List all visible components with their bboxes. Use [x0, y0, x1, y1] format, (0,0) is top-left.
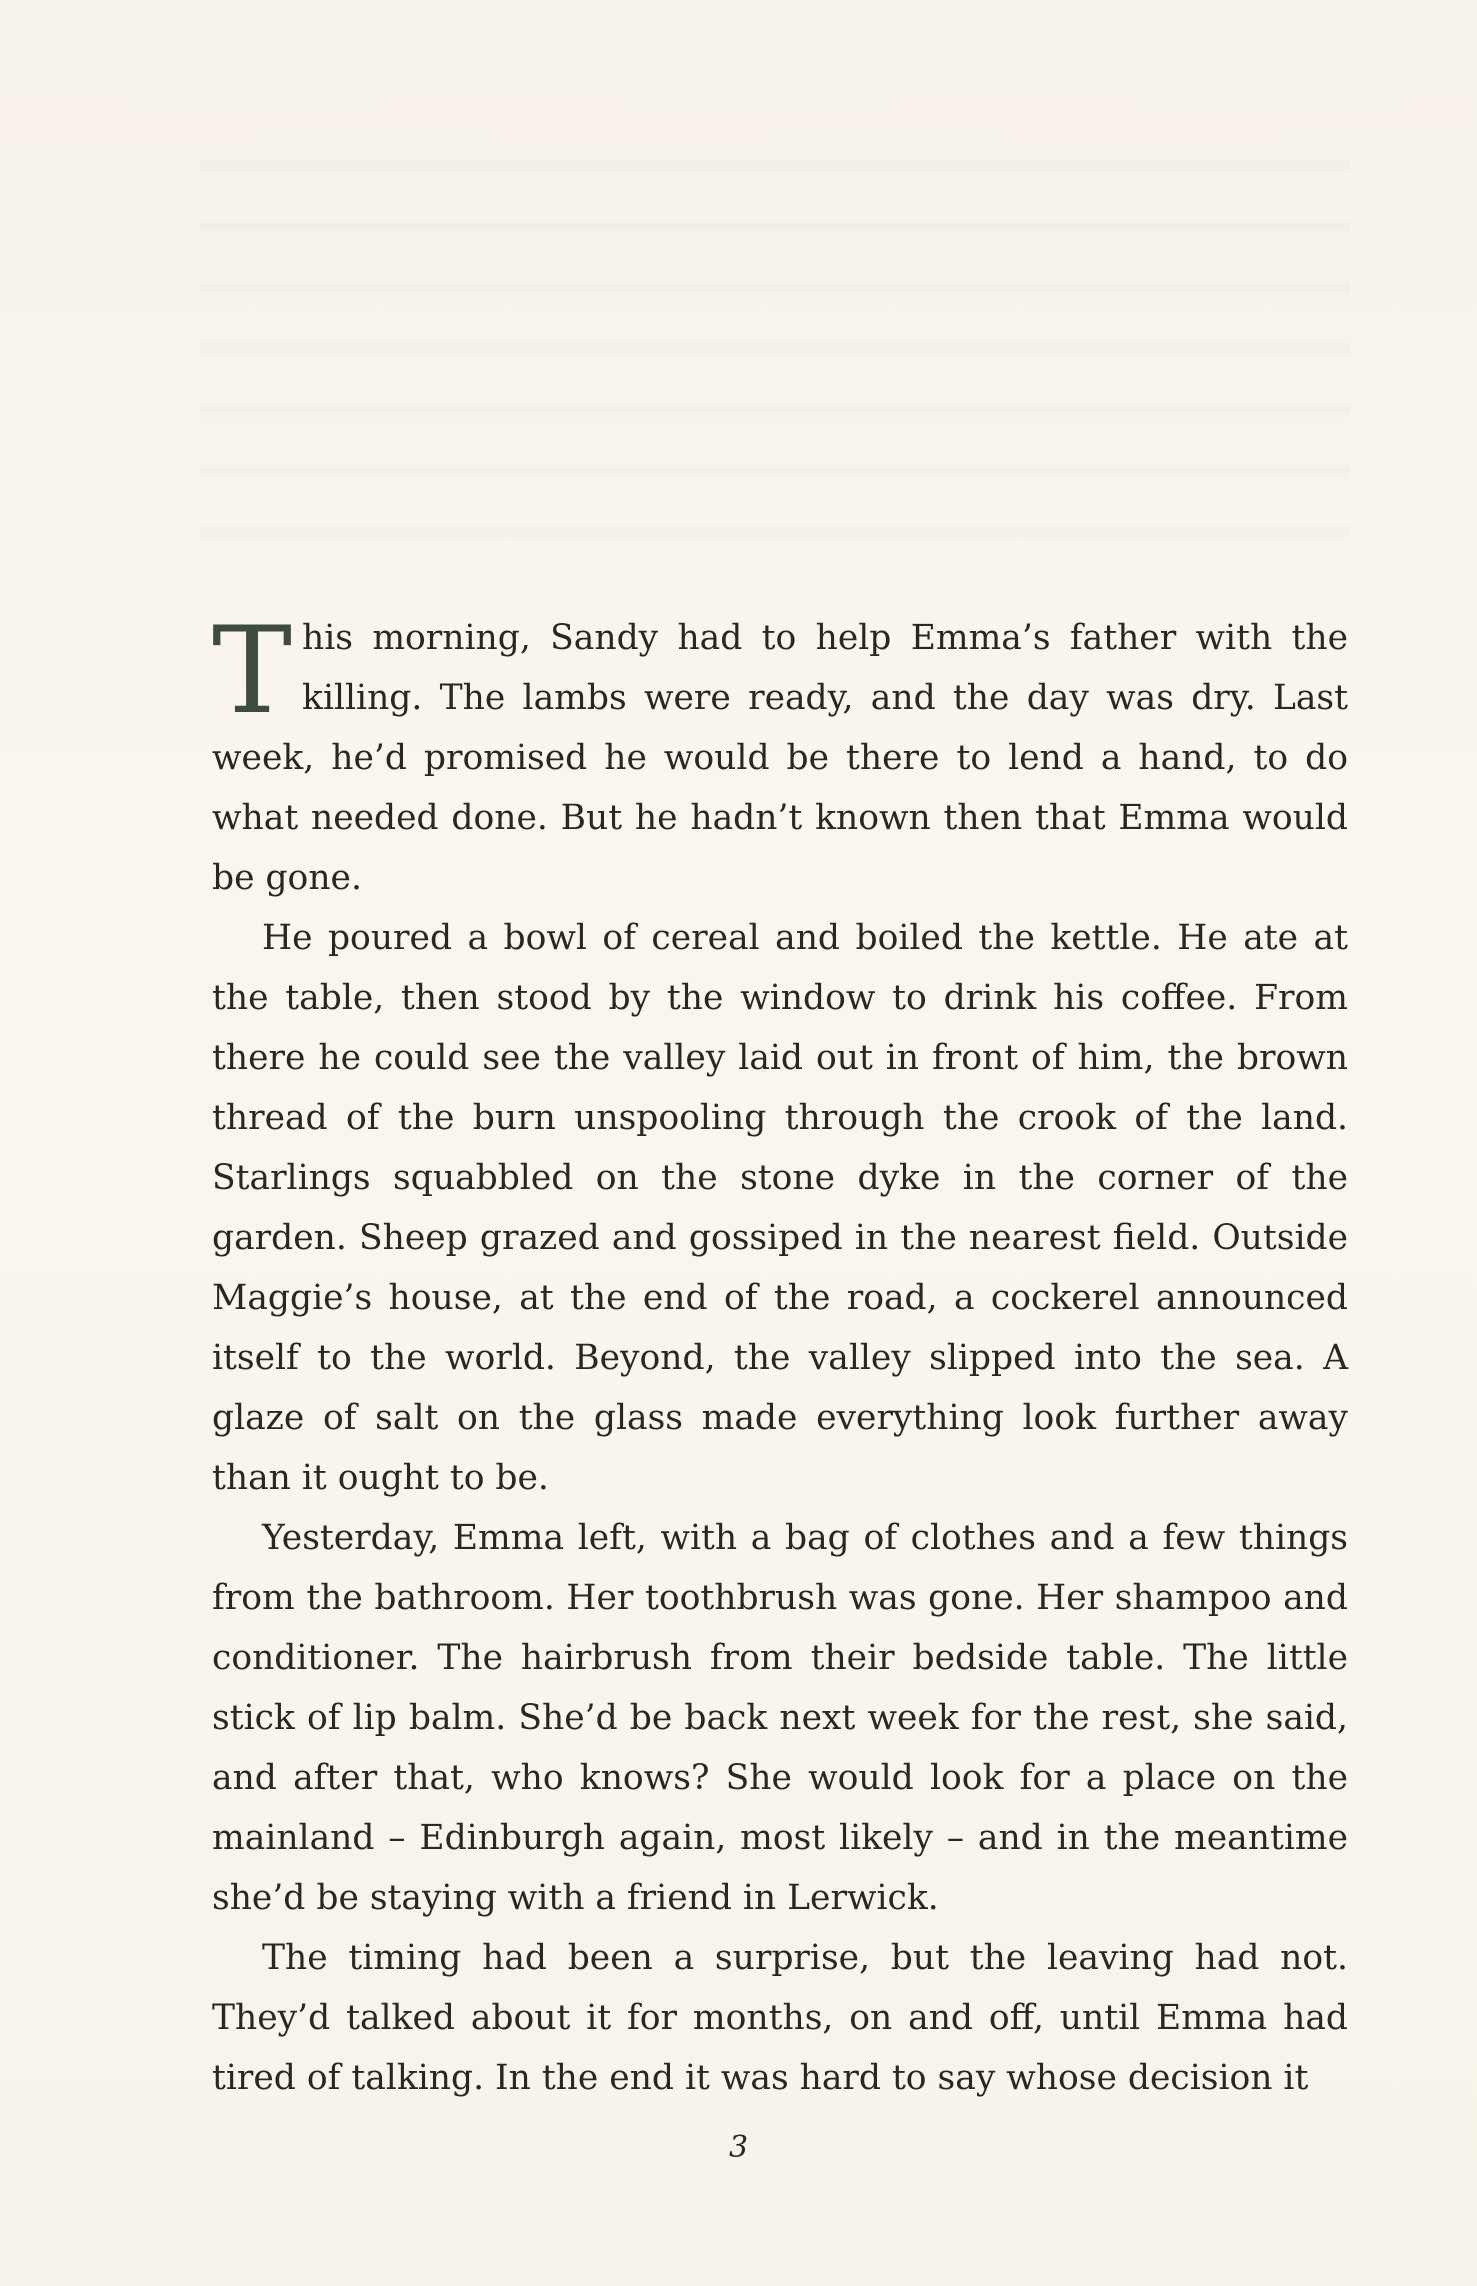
drop-cap: T	[212, 602, 293, 741]
paragraph-2: He poured a bowl of cereal and boiled the kettle. He ate at the table, then stood by the window to drink his coffee. From there he could see the valley laid out in front of him, the brown thread of the burn unspooling through the crook of the land. Starlings squabbled on the stone dyke in the corner of the garden. Sheep grazed and gossiped in the nearest field. Outside Maggie’s house, at the end of the road, a cockerel announced itself to the world. Beyond, the valley slipped into the sea. A glaze of salt on the glass made everything look further away than it ought to be.	[212, 918, 1348, 1498]
show-through-shadow	[200, 120, 1350, 550]
paragraph-1	[212, 602, 1348, 908]
body-text	[212, 602, 1348, 2108]
paragraph-1-text: his morning, Sandy had to help Emma’s father with the killing. The lambs were ready, and the day was dry. Last week, he’d promised he would be there to lend a hand, to do what needed done. But he hadn’t known then that Emma would be gone.	[212, 618, 1348, 898]
paragraph-3: Yesterday, Emma left, with a bag of clothes and a few things from the bathroom. Her toothbrush was gone. Her shampoo and conditioner. The hairbrush from their bedside table. The little stick of lip balm. She’d be back next week for the rest, she said, and after that, who knows? She would look for a place on the mainland – Edinburgh again, most likely – and in the meantime she’d be staying with a friend in Lerwick.	[212, 1518, 1348, 1918]
page-number: 3	[728, 2130, 749, 2165]
paragraph-4: The timing had been a surprise, but the leaving had not. They’d talked about it for months, on and off, until Emma had tired of talking. In the end it was hard to say whose decision it	[212, 1938, 1348, 2098]
